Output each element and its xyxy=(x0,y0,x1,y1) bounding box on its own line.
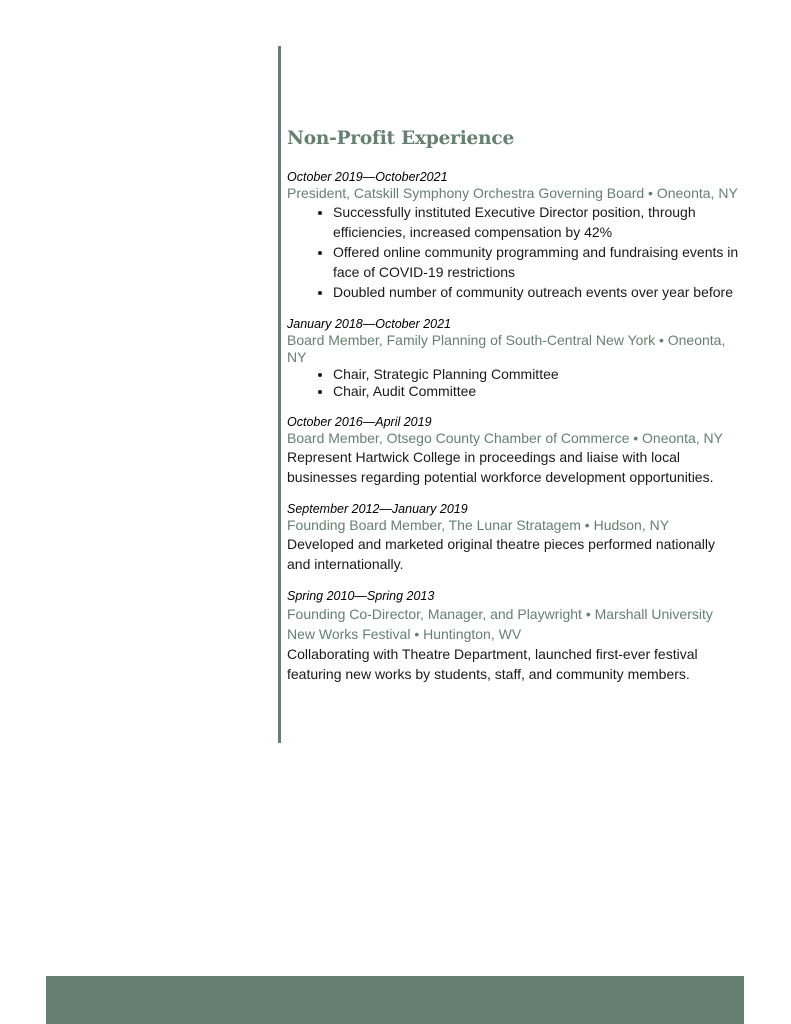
entry-description: Developed and marketed original theatre pieces performed nationally and internationally. xyxy=(287,536,716,572)
bullet-item: • Doubled number of community outreach events over year before xyxy=(333,282,739,302)
experience-section xyxy=(287,126,739,698)
bullet-item: • Offered online community programming and fundraising events in face of COVID-19 restrictions xyxy=(333,242,739,282)
entry-date: October 2019—October2021 xyxy=(287,170,448,184)
entry-description: Collaborating with Theatre Department, launched first-ever festival featuring new works by students, staff, and community members. xyxy=(287,646,698,682)
experience-entry xyxy=(287,316,739,400)
entry-role: Founding Co-Director, Manager, and Playwright • Marshall University New Works Festival • Huntington, WV xyxy=(287,606,713,642)
experience-entry xyxy=(287,588,739,684)
entry-role: Founding Board Member, The Lunar Stratagem • Hudson, NY xyxy=(287,517,670,533)
entry-date: Spring 2010—Spring 2013 xyxy=(287,589,435,603)
experience-entry xyxy=(287,169,739,302)
bullet-item: • Chair, Audit Committee xyxy=(333,383,739,400)
entry-role: Board Member, Otsego County Chamber of Commerce • Oneonta, NY xyxy=(287,430,723,446)
bullet-item: • Chair, Strategic Planning Committee xyxy=(333,366,739,383)
entry-date: September 2012—January 2019 xyxy=(287,502,468,516)
vertical-divider xyxy=(278,46,281,743)
entry-role: President, Catskill Symphony Orchestra Governing Board • Oneonta, NY xyxy=(287,185,738,201)
entry-date: October 2016—April 2019 xyxy=(287,415,432,429)
entry-bullets xyxy=(287,202,739,302)
footer-bar xyxy=(46,976,744,1024)
section-title: Non-Profit Experience xyxy=(287,128,515,149)
entry-date: January 2018—October 2021 xyxy=(287,317,451,331)
bullet-item: • Successfully instituted Executive Director position, through efficiencies, increased compensation by 42% xyxy=(333,202,739,242)
experience-entry xyxy=(287,501,739,574)
experience-entry xyxy=(287,414,739,487)
entry-bullets xyxy=(287,366,739,400)
entry-role: Board Member, Family Planning of South-Central New York • Oneonta, NY xyxy=(287,332,726,365)
entry-description: Represent Hartwick College in proceedings and liaise with local businesses regarding potential workforce development opportunities. xyxy=(287,449,714,485)
